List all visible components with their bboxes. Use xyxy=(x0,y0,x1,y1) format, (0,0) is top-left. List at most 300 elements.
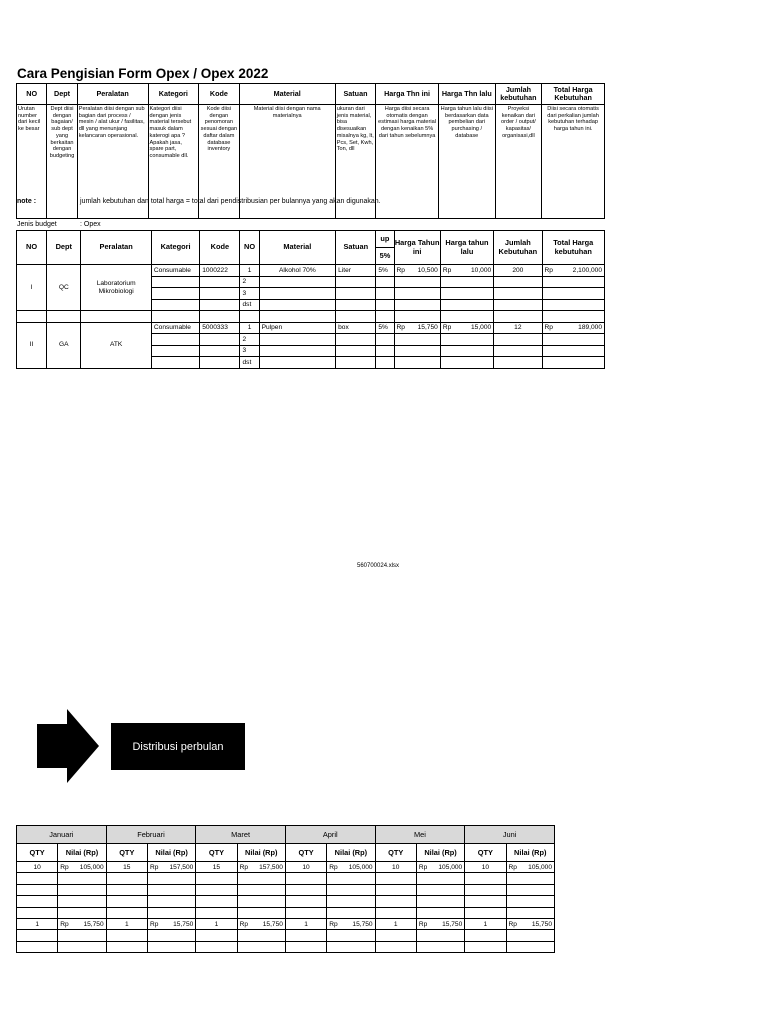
material-cell xyxy=(259,345,336,357)
example-row xyxy=(17,322,605,334)
jenis-budget-value: : Opex xyxy=(80,221,101,228)
nilai-cell xyxy=(147,907,195,918)
harga-lalu-cell xyxy=(440,265,493,277)
guide-header: Harga Thn ini xyxy=(376,84,439,105)
nilai-cell xyxy=(506,896,554,907)
material-cell xyxy=(259,334,336,346)
nilai-cell xyxy=(147,884,195,895)
note-label: note : xyxy=(17,198,37,205)
total-cell xyxy=(542,276,605,288)
nilai-cell xyxy=(327,918,375,929)
header-kategori: Kategori xyxy=(151,231,199,265)
nilai-cell xyxy=(506,918,554,929)
jumlah-cell xyxy=(494,288,542,300)
nilai-cell xyxy=(58,884,106,895)
currency-label: Rp xyxy=(442,324,452,332)
harga-ini-cell xyxy=(394,322,440,334)
nilai-cell xyxy=(416,918,464,929)
nilai-cell xyxy=(237,907,285,918)
qty-cell xyxy=(17,907,58,918)
guide-header: Jumlah kebutuhan xyxy=(495,84,542,105)
qty-cell xyxy=(106,941,147,952)
qty-cell xyxy=(465,884,506,895)
empty-cell xyxy=(240,311,259,323)
nilai-cell xyxy=(237,884,285,895)
amount-value: 15,750 xyxy=(173,920,194,928)
total-cell xyxy=(542,357,605,369)
guide-description: Kategori diisi dengan jenis material tersebut masuk dalam katerogi apa ? Apakah jasa, spare part, consumable dll. xyxy=(148,105,199,219)
harga-ini-cell xyxy=(394,357,440,369)
month-row xyxy=(17,941,555,952)
month-row xyxy=(17,907,555,918)
nilai-cell xyxy=(58,873,106,884)
nilai-cell xyxy=(416,862,464,873)
satuan-cell: Liter xyxy=(336,265,376,277)
currency-label: Rp xyxy=(508,863,517,871)
kategori-cell xyxy=(151,299,199,311)
nilai-header: Nilai (Rp) xyxy=(147,844,195,862)
kategori-cell xyxy=(151,276,199,288)
item-no-cell: dst xyxy=(240,299,259,311)
amount-value: 15,750 xyxy=(417,324,438,332)
qty-cell xyxy=(196,896,237,907)
month-row xyxy=(17,930,555,941)
nilai-cell xyxy=(416,930,464,941)
guide-description: Dept diisi dengan bagaian/ sub dept yang berkaitan dengan budgeting xyxy=(47,105,77,219)
currency-label: Rp xyxy=(239,920,249,928)
amount-value: 105,000 xyxy=(528,863,552,871)
material-cell xyxy=(259,357,336,369)
guide-header-row xyxy=(17,84,605,105)
jumlah-cell xyxy=(494,345,542,357)
month-name: Mei xyxy=(375,826,465,844)
qty-cell xyxy=(285,884,326,895)
qty-cell xyxy=(375,907,416,918)
example-spacer-row xyxy=(17,311,605,323)
nilai-cell xyxy=(147,873,195,884)
harga-lalu-cell xyxy=(440,322,493,334)
nilai-cell xyxy=(506,873,554,884)
kode-cell xyxy=(200,334,240,346)
group-no xyxy=(17,265,47,311)
empty-cell xyxy=(81,311,151,323)
nilai-cell xyxy=(327,873,375,884)
month-name-row xyxy=(17,826,555,844)
nilai-header: Nilai (Rp) xyxy=(237,844,285,862)
up-cell xyxy=(376,276,394,288)
nilai-cell xyxy=(147,930,195,941)
item-no-cell: 1 xyxy=(240,322,259,334)
currency-label: Rp xyxy=(396,324,405,332)
nilai-cell xyxy=(58,930,106,941)
qty-cell: 10 xyxy=(465,862,506,873)
example-header-row-1 xyxy=(17,231,605,248)
amount-value: 15,750 xyxy=(83,920,104,928)
qty-cell xyxy=(465,941,506,952)
header-satuan: Satuan xyxy=(336,231,376,265)
nilai-cell xyxy=(237,896,285,907)
harga-ini-cell xyxy=(394,276,440,288)
month-name: Maret xyxy=(196,826,286,844)
nilai-cell xyxy=(327,930,375,941)
nilai-cell xyxy=(58,907,106,918)
kategori-cell: Consumable xyxy=(151,322,199,334)
qty-cell xyxy=(285,941,326,952)
harga-ini-cell xyxy=(394,345,440,357)
nilai-cell xyxy=(416,941,464,952)
empty-cell xyxy=(259,311,336,323)
nilai-cell xyxy=(58,941,106,952)
qty-cell: 10 xyxy=(375,862,416,873)
empty-cell xyxy=(376,311,394,323)
qty-cell xyxy=(465,896,506,907)
nilai-header: Nilai (Rp) xyxy=(416,844,464,862)
harga-lalu-cell xyxy=(440,334,493,346)
guide-description: Urutan number dari kecil ke besar xyxy=(17,105,47,219)
group-dept-text: QC xyxy=(58,283,69,291)
qty-cell: 1 xyxy=(375,918,416,929)
month-row xyxy=(17,884,555,895)
satuan-cell xyxy=(336,288,376,300)
currency-label: Rp xyxy=(544,324,553,332)
total-cell xyxy=(542,265,605,277)
amount-value: 105,000 xyxy=(348,863,373,871)
nilai-cell xyxy=(506,907,554,918)
qty-cell xyxy=(17,941,58,952)
group-peralatan-text: ATK xyxy=(109,341,123,349)
nilai-cell xyxy=(327,907,375,918)
empty-cell xyxy=(17,311,47,323)
nilai-cell xyxy=(506,930,554,941)
header-no-2: NO xyxy=(240,231,259,265)
qty-header: QTY xyxy=(375,844,416,862)
item-no-cell: 3 xyxy=(240,345,259,357)
nilai-cell xyxy=(506,862,554,873)
total-cell xyxy=(542,299,605,311)
total-cell xyxy=(542,334,605,346)
header-kode: Kode xyxy=(200,231,240,265)
amount-value: 15,000 xyxy=(471,324,492,332)
qty-cell xyxy=(285,896,326,907)
amount-value: 105,000 xyxy=(438,863,463,871)
currency-label: Rp xyxy=(329,920,338,928)
nilai-cell xyxy=(237,930,285,941)
jumlah-cell: 200 xyxy=(494,265,542,277)
amount-value: 157,500 xyxy=(259,863,283,871)
satuan-cell xyxy=(336,345,376,357)
up-cell xyxy=(376,357,394,369)
kategori-cell xyxy=(151,334,199,346)
header-peralatan: Peralatan xyxy=(81,231,151,265)
kategori-cell xyxy=(151,345,199,357)
nilai-header: Nilai (Rp) xyxy=(58,844,106,862)
nilai-cell xyxy=(506,941,554,952)
qty-cell: 1 xyxy=(17,918,58,929)
currency-label: Rp xyxy=(442,266,452,274)
month-row xyxy=(17,862,555,873)
kode-cell xyxy=(200,345,240,357)
kode-cell: 1000222 xyxy=(200,265,240,277)
header-harga-lalu: Harga tahun lalu xyxy=(440,231,493,265)
qty-cell xyxy=(196,907,237,918)
nilai-cell xyxy=(237,873,285,884)
up-cell xyxy=(376,345,394,357)
empty-cell xyxy=(542,311,605,323)
qty-cell: 1 xyxy=(196,918,237,929)
nilai-cell xyxy=(147,862,195,873)
guide-header: NO xyxy=(17,84,47,105)
empty-cell xyxy=(394,311,440,323)
group-no-text: II xyxy=(29,341,34,349)
qty-cell xyxy=(196,941,237,952)
satuan-cell xyxy=(336,276,376,288)
harga-lalu-cell xyxy=(440,345,493,357)
qty-cell xyxy=(375,896,416,907)
currency-label: Rp xyxy=(396,266,405,274)
satuan-cell xyxy=(336,334,376,346)
amount-value: 15,750 xyxy=(442,920,463,928)
group-no-text: I xyxy=(30,283,33,291)
kode-cell xyxy=(200,299,240,311)
up-cell xyxy=(376,334,394,346)
material-cell: Alkohol 70% xyxy=(259,265,336,277)
harga-lalu-cell xyxy=(440,276,493,288)
harga-ini-cell xyxy=(394,288,440,300)
qty-cell xyxy=(285,930,326,941)
satuan-cell xyxy=(336,357,376,369)
material-cell xyxy=(259,299,336,311)
nilai-header: Nilai (Rp) xyxy=(327,844,375,862)
header-no: NO xyxy=(17,231,47,265)
qty-cell xyxy=(465,873,506,884)
header-dept: Dept xyxy=(47,231,81,265)
header-total: Total Harga kebutuhan xyxy=(542,231,605,265)
guide-header: Kode xyxy=(199,84,239,105)
nilai-cell xyxy=(327,884,375,895)
nilai-cell xyxy=(147,918,195,929)
qty-cell: 1 xyxy=(465,918,506,929)
jumlah-cell xyxy=(494,334,542,346)
kategori-cell: Consumable xyxy=(151,265,199,277)
qty-cell xyxy=(196,873,237,884)
amount-value: 10,500 xyxy=(417,266,438,274)
guide-header: Material xyxy=(239,84,335,105)
amount-value: 105,000 xyxy=(79,863,104,871)
empty-cell xyxy=(494,311,542,323)
guide-description: Material diisi dengan nama materialnya xyxy=(239,105,335,219)
qty-cell xyxy=(465,930,506,941)
nilai-cell xyxy=(237,918,285,929)
satuan-cell xyxy=(336,299,376,311)
amount-value: 2,100,000 xyxy=(572,266,602,274)
jumlah-cell xyxy=(494,299,542,311)
qty-cell xyxy=(17,930,58,941)
amount-value: 15,750 xyxy=(531,920,552,928)
up-cell: 5% xyxy=(376,322,394,334)
nilai-cell xyxy=(58,918,106,929)
nilai-cell xyxy=(58,862,106,873)
kategori-cell xyxy=(151,357,199,369)
nilai-cell xyxy=(416,873,464,884)
amount-value: 15,750 xyxy=(262,920,283,928)
group-no xyxy=(17,322,47,368)
monthly-distribution-table xyxy=(16,825,555,953)
nilai-cell xyxy=(58,896,106,907)
header-material: Material xyxy=(259,231,336,265)
nilai-cell xyxy=(327,896,375,907)
up-cell: 5% xyxy=(376,265,394,277)
kode-cell xyxy=(200,276,240,288)
kategori-cell xyxy=(151,288,199,300)
material-cell xyxy=(259,288,336,300)
qty-cell xyxy=(375,884,416,895)
nilai-cell xyxy=(147,941,195,952)
qty-cell xyxy=(17,884,58,895)
qty-cell xyxy=(375,873,416,884)
qty-cell xyxy=(106,907,147,918)
currency-label: Rp xyxy=(418,920,428,928)
harga-ini-cell xyxy=(394,299,440,311)
distribution-banner: Distribusi perbulan xyxy=(111,723,245,770)
nilai-cell xyxy=(416,896,464,907)
currency-label: Rp xyxy=(60,920,69,928)
item-no-cell: 3 xyxy=(240,288,259,300)
header-jumlah: Jumlah Kebutuhan xyxy=(494,231,542,265)
total-cell xyxy=(542,345,605,357)
jumlah-cell xyxy=(494,276,542,288)
empty-cell xyxy=(336,311,376,323)
guide-description: ukuran dari jenis material, bisa disesuaikan misalnya kg, lt, Pcs, Set, Kwh, Ton, dll xyxy=(335,105,375,219)
group-dept xyxy=(47,265,81,311)
qty-cell xyxy=(196,884,237,895)
group-peralatan xyxy=(81,265,151,311)
qty-cell xyxy=(285,907,326,918)
note-text: jumlah kebutuhan dan total harga = total dari pendistribusian per bulannya yang akan digunakan. xyxy=(80,198,381,205)
nilai-cell xyxy=(327,862,375,873)
qty-cell xyxy=(196,930,237,941)
nilai-cell xyxy=(237,862,285,873)
arrow-right-icon xyxy=(37,709,101,783)
guide-description: Peralatan diisi dengan sub bagian dari process / mesin / alat ukur / fasilitas, dll yang menunjang kelancaran operasional. xyxy=(77,105,148,219)
total-cell xyxy=(542,322,605,334)
qty-header: QTY xyxy=(465,844,506,862)
qty-cell xyxy=(106,930,147,941)
nilai-cell xyxy=(237,941,285,952)
currency-label: Rp xyxy=(329,863,338,871)
harga-lalu-cell xyxy=(440,288,493,300)
guide-header: Harga Thn lalu xyxy=(438,84,495,105)
example-table xyxy=(16,230,605,369)
qty-cell: 1 xyxy=(106,918,147,929)
qty-cell xyxy=(17,873,58,884)
satuan-cell: box xyxy=(336,322,376,334)
qty-cell xyxy=(285,873,326,884)
example-row xyxy=(17,265,605,277)
group-peralatan xyxy=(81,322,151,368)
up-cell xyxy=(376,288,394,300)
amount-value: 157,500 xyxy=(169,863,194,871)
qty-cell xyxy=(106,884,147,895)
month-name: Januari xyxy=(17,826,107,844)
guide-header: Satuan xyxy=(335,84,375,105)
nilai-cell xyxy=(327,941,375,952)
header-harga-ini: Harga Tahun ini xyxy=(394,231,440,265)
qty-cell xyxy=(106,873,147,884)
currency-label: Rp xyxy=(239,863,249,871)
qty-header: QTY xyxy=(196,844,237,862)
page-title: Cara Pengisian Form Opex / Opex 2022 xyxy=(17,66,269,81)
up-cell xyxy=(376,299,394,311)
guide-description: Proyeksi kenaikan dari order / output/ kapasitas/ organisasi,dll xyxy=(495,105,542,219)
header-up: up xyxy=(376,231,394,248)
guide-description: Harga diisi secara otomatis dengan estimasi harga material dengan kenaikan 5% dari tahun sebelumnya xyxy=(376,105,439,219)
month-name: Juni xyxy=(465,826,555,844)
currency-label: Rp xyxy=(149,920,159,928)
jenis-budget-label: Jenis budget xyxy=(17,221,57,228)
qty-cell: 15 xyxy=(196,862,237,873)
qty-header: QTY xyxy=(106,844,147,862)
harga-lalu-cell xyxy=(440,357,493,369)
kode-cell: 5000333 xyxy=(200,322,240,334)
nilai-cell xyxy=(506,884,554,895)
guide-header: Kategori xyxy=(148,84,199,105)
month-subheader-row xyxy=(17,844,555,862)
qty-cell xyxy=(465,907,506,918)
amount-value: 189,000 xyxy=(578,324,602,332)
month-row xyxy=(17,873,555,884)
nilai-cell xyxy=(416,907,464,918)
nilai-cell xyxy=(416,884,464,895)
guide-header: Total Harga Kebutuhan xyxy=(542,84,605,105)
qty-cell: 1 xyxy=(285,918,326,929)
header-up-percent: 5% xyxy=(376,248,394,265)
group-dept-text: GA xyxy=(59,341,69,349)
nilai-cell xyxy=(147,896,195,907)
empty-cell xyxy=(47,311,81,323)
item-no-cell: 1 xyxy=(240,265,259,277)
amount-value: 10,000 xyxy=(471,266,492,274)
group-peralatan-text: Laboratorium Mikrobiologi xyxy=(96,279,136,295)
qty-cell: 10 xyxy=(17,862,58,873)
qty-header: QTY xyxy=(17,844,58,862)
material-cell xyxy=(259,276,336,288)
qty-cell xyxy=(106,896,147,907)
currency-label: Rp xyxy=(508,920,517,928)
qty-cell xyxy=(375,941,416,952)
empty-cell xyxy=(440,311,493,323)
nilai-header: Nilai (Rp) xyxy=(506,844,554,862)
month-row xyxy=(17,918,555,929)
harga-ini-cell xyxy=(394,265,440,277)
qty-cell xyxy=(375,930,416,941)
currency-label: Rp xyxy=(418,863,428,871)
jumlah-cell: 12 xyxy=(494,322,542,334)
month-row xyxy=(17,896,555,907)
total-cell xyxy=(542,288,605,300)
file-name: 560700024.xlsx xyxy=(357,563,400,569)
material-cell: Pulpen xyxy=(259,322,336,334)
amount-value: 15,750 xyxy=(352,920,373,928)
item-no-cell: 2 xyxy=(240,334,259,346)
qty-cell xyxy=(17,896,58,907)
currency-label: Rp xyxy=(149,863,159,871)
guide-description: Harga tahun lalu diisi berdasarkan data pembelian dari purchasing / database xyxy=(438,105,495,219)
guide-header: Dept xyxy=(47,84,77,105)
note xyxy=(17,198,381,205)
qty-cell: 10 xyxy=(285,862,326,873)
guide-description: Kode diisi dengan penomoran sesuai dengan daftar dalam database inventory xyxy=(199,105,239,219)
qty-cell: 15 xyxy=(106,862,147,873)
